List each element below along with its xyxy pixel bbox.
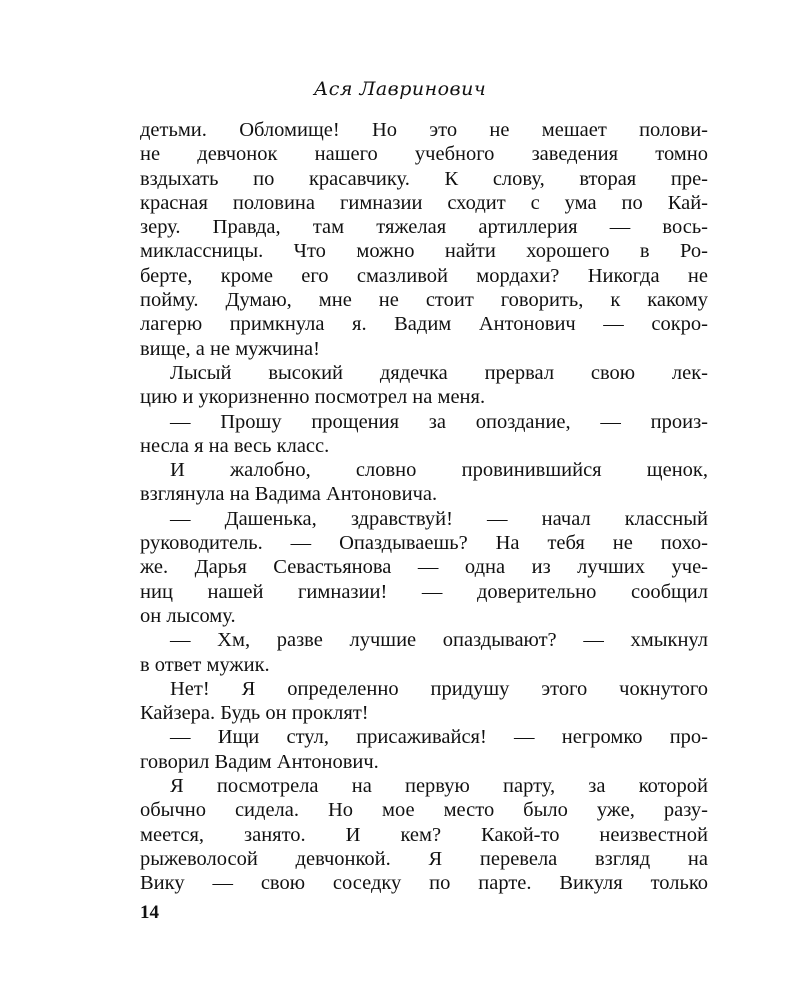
text-line: Нет! Я определенно придушу этого чокнутого [170, 677, 708, 700]
text-line: — Прошу прощения за опоздание, — произ- [170, 410, 708, 433]
text-line: обычно сидела. Но мое место было уже, разу- [140, 799, 708, 822]
text-line: меется, занято. И кем? Какой-то неизвестной [140, 823, 708, 846]
text-line: несла я на весь класс. [140, 434, 330, 457]
text-line: — Хм, разве лучшие опаздывают? — хмыкнул [170, 629, 708, 652]
text-line: зеру. Правда, там тяжелая артиллерия — вось- [140, 216, 708, 239]
text-line: Кайзера. Будь он проклят! [140, 702, 369, 725]
running-head-author: Ася Лавринович [313, 78, 487, 100]
text-line: вздыхать по красавчику. К слову, вторая пре- [140, 167, 708, 190]
text-line: Лысый высокий дядечка прервал свою лек- [170, 361, 708, 384]
text-line: взглянула на Вадима Антоновича. [140, 483, 438, 506]
text-line: — Дашенька, здравствуй! — начал классный [170, 507, 708, 530]
text-line: красная половина гимназии сходит с ума по Кай- [140, 191, 708, 214]
text-line: ниц нашей гимназии! — доверительно сообщил [140, 580, 708, 603]
text-line: рыжеволосой девчонкой. Я перевела взгляд на [140, 847, 708, 870]
text-line: детьми. Обломище! Но это не мешает полови- [140, 119, 708, 141]
page-number: 14 [140, 902, 159, 923]
text-line: говорил Вадим Антонович. [140, 750, 379, 773]
text-line: пойму. Думаю, мне не стоит говорить, к какому [140, 289, 708, 312]
text-line: Вику — свою соседку по парте. Викуля только [140, 872, 708, 895]
text-line: — Ищи стул, присаживайся! — негромко про- [170, 726, 708, 749]
text-line: в ответ мужик. [140, 653, 270, 676]
text-line: миклассницы. Что можно найти хорошего в Ро- [140, 240, 708, 263]
text-line: он лысому. [140, 604, 236, 627]
text-line: Я посмотрела на первую парту, за которой [170, 775, 708, 798]
text-line: же. Дарья Севастьянова — одна из лучших уче- [140, 556, 708, 579]
text-line: вище, а не мужчина! [140, 337, 320, 360]
text-line: руководитель. — Опаздываешь? На тебя не похо- [140, 532, 708, 555]
text-line: берте, кроме его смазливой мордахи? Никогда не [140, 264, 708, 287]
text-line: не девчонок нашего учебного заведения томно [140, 143, 708, 166]
text-line: лагерю примкнула я. Вадим Антонович — сокро- [140, 313, 708, 336]
text-line: И жалобно, словно провинившийся щенок, [170, 459, 708, 482]
body-text [140, 118, 708, 896]
text-line: цию и укоризненно посмотрел на меня. [140, 386, 486, 409]
